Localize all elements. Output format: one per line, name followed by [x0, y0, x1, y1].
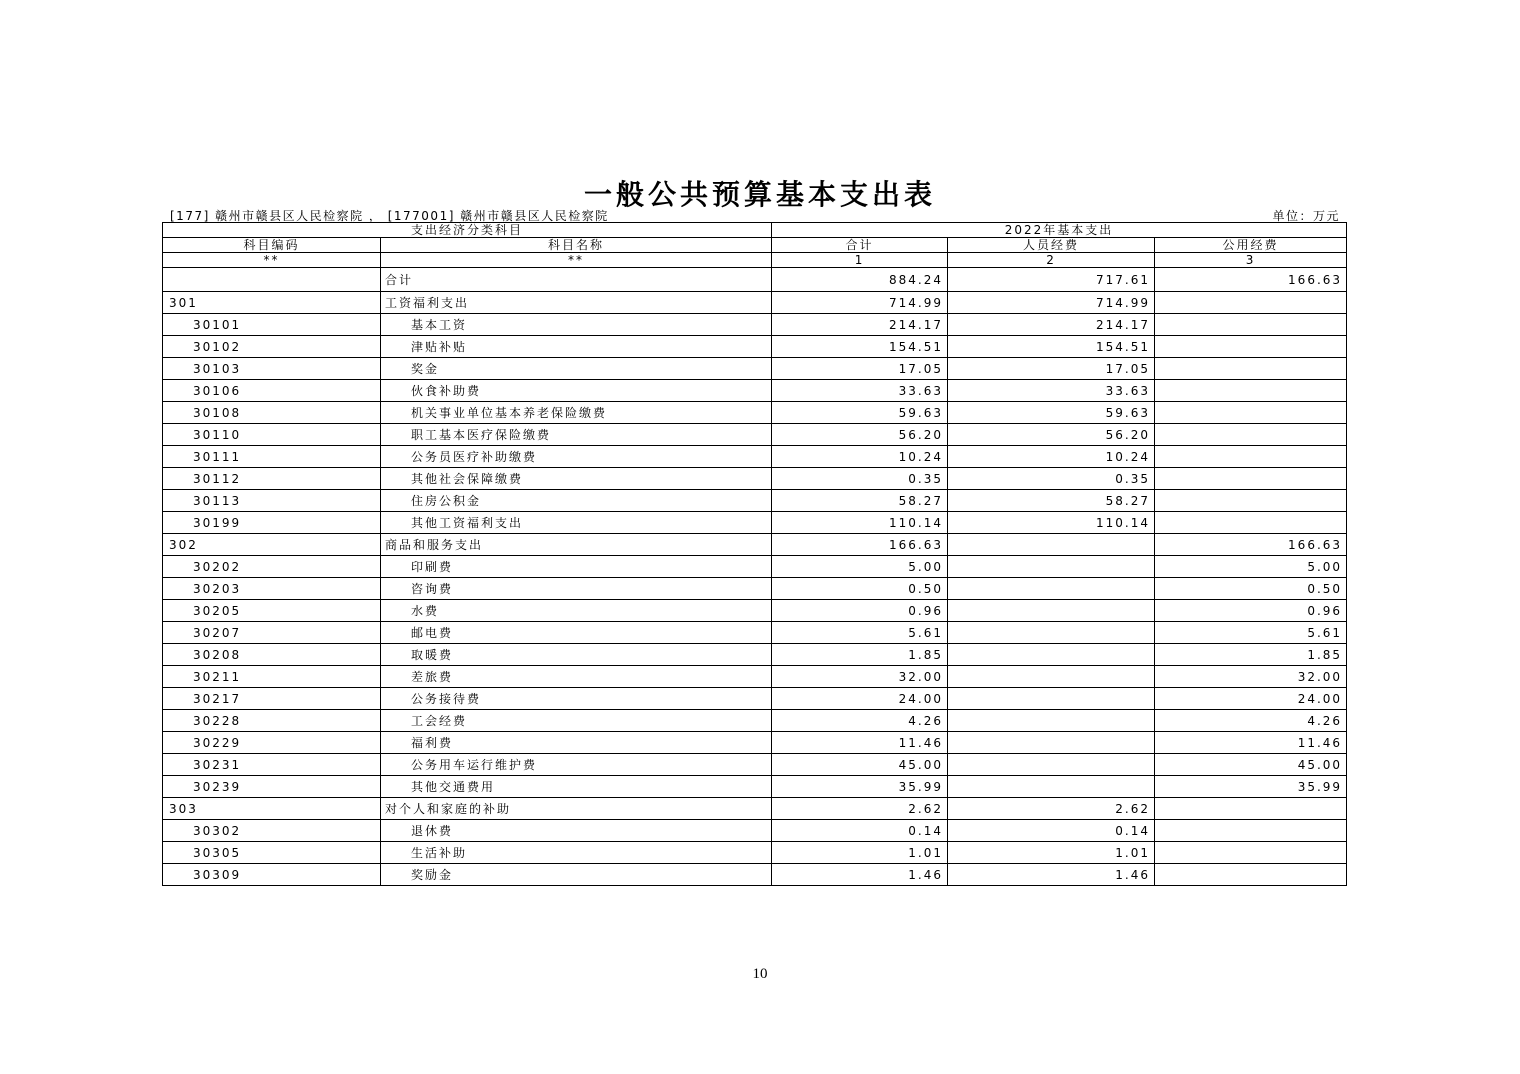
row-name: 福利费 — [381, 732, 772, 754]
row-public — [1155, 292, 1347, 314]
row-total: 24.00 — [772, 688, 948, 710]
row-public: 32.00 — [1155, 666, 1347, 688]
row-code: 30239 — [163, 776, 381, 798]
row-code: 30202 — [163, 556, 381, 578]
row-name: 工会经费 — [381, 710, 772, 732]
budget-table — [162, 222, 1347, 886]
row-total: 11.46 — [772, 732, 948, 754]
row-public: 24.00 — [1155, 688, 1347, 710]
row-total: 2.62 — [772, 798, 948, 820]
row-personnel: 714.99 — [948, 292, 1155, 314]
row-code: 30207 — [163, 622, 381, 644]
row-total: 59.63 — [772, 402, 948, 424]
header-name: 科目名称 — [381, 238, 772, 253]
row-public: 166.63 — [1155, 534, 1347, 556]
index-personnel: 2 — [948, 253, 1155, 268]
row-total: 1.46 — [772, 864, 948, 886]
row-code: 30302 — [163, 820, 381, 842]
header-group-right: 2022年基本支出 — [772, 223, 1347, 238]
row-code: 30102 — [163, 336, 381, 358]
row-public — [1155, 842, 1347, 864]
row-personnel — [948, 556, 1155, 578]
table-row — [163, 380, 1347, 402]
row-personnel: 58.27 — [948, 490, 1155, 512]
row-total: 0.14 — [772, 820, 948, 842]
row-total: 0.50 — [772, 578, 948, 600]
table-row — [163, 710, 1347, 732]
row-total: 32.00 — [772, 666, 948, 688]
row-code: 30217 — [163, 688, 381, 710]
row-name: 机关事业单位基本养老保险缴费 — [381, 402, 772, 424]
row-code: 30229 — [163, 732, 381, 754]
row-code: 30231 — [163, 754, 381, 776]
row-name: 住房公积金 — [381, 490, 772, 512]
row-code: 30208 — [163, 644, 381, 666]
row-personnel: 0.14 — [948, 820, 1155, 842]
row-code: 30111 — [163, 446, 381, 468]
row-name: 公务用车运行维护费 — [381, 754, 772, 776]
row-public — [1155, 864, 1347, 886]
row-name: 生活补助 — [381, 842, 772, 864]
row-name: 基本工资 — [381, 314, 772, 336]
row-personnel: 110.14 — [948, 512, 1155, 534]
row-code: 303 — [163, 798, 381, 820]
row-code: 30309 — [163, 864, 381, 886]
table-row — [163, 600, 1347, 622]
row-name: 水费 — [381, 600, 772, 622]
row-code: 30108 — [163, 402, 381, 424]
total-row — [163, 268, 1347, 292]
row-code: 30199 — [163, 512, 381, 534]
row-personnel: 17.05 — [948, 358, 1155, 380]
row-name: 伙食补助费 — [381, 380, 772, 402]
row-public: 35.99 — [1155, 776, 1347, 798]
row-total: 0.96 — [772, 600, 948, 622]
row-personnel — [948, 776, 1155, 798]
row-total: 214.17 — [772, 314, 948, 336]
row-public — [1155, 820, 1347, 842]
header-code: 科目编码 — [163, 238, 381, 253]
page-number: 10 — [752, 966, 768, 982]
table-row — [163, 446, 1347, 468]
table-row — [163, 556, 1347, 578]
row-total: 5.61 — [772, 622, 948, 644]
row-name: 印刷费 — [381, 556, 772, 578]
row-public: 5.61 — [1155, 622, 1347, 644]
table-row — [163, 688, 1347, 710]
row-personnel — [948, 644, 1155, 666]
row-public — [1155, 358, 1347, 380]
row-name: 对个人和家庭的补助 — [381, 798, 772, 820]
table-row — [163, 534, 1347, 556]
row-personnel — [948, 688, 1155, 710]
row-total: 35.99 — [772, 776, 948, 798]
marker-name: ** — [381, 253, 772, 268]
total-name: 合计 — [381, 268, 772, 292]
row-total: 1.01 — [772, 842, 948, 864]
row-name: 差旅费 — [381, 666, 772, 688]
row-total: 110.14 — [772, 512, 948, 534]
table-row — [163, 622, 1347, 644]
row-total: 154.51 — [772, 336, 948, 358]
row-name: 其他交通费用 — [381, 776, 772, 798]
header-group-row — [163, 223, 1347, 238]
row-personnel: 59.63 — [948, 402, 1155, 424]
table-row — [163, 424, 1347, 446]
row-name: 退休费 — [381, 820, 772, 842]
table-row — [163, 314, 1347, 336]
table-row — [163, 666, 1347, 688]
row-name: 工资福利支出 — [381, 292, 772, 314]
row-public: 11.46 — [1155, 732, 1347, 754]
row-personnel: 154.51 — [948, 336, 1155, 358]
row-total: 33.63 — [772, 380, 948, 402]
table-row — [163, 468, 1347, 490]
row-name: 津贴补贴 — [381, 336, 772, 358]
row-personnel — [948, 732, 1155, 754]
row-personnel: 56.20 — [948, 424, 1155, 446]
row-code: 30112 — [163, 468, 381, 490]
row-public — [1155, 798, 1347, 820]
row-personnel: 214.17 — [948, 314, 1155, 336]
unit-label: 单位：万元 — [1272, 209, 1340, 223]
row-public: 5.00 — [1155, 556, 1347, 578]
table-row — [163, 754, 1347, 776]
table-row — [163, 358, 1347, 380]
row-name: 公务员医疗补助缴费 — [381, 446, 772, 468]
row-code: 30305 — [163, 842, 381, 864]
total-total: 884.24 — [772, 268, 948, 292]
row-personnel: 2.62 — [948, 798, 1155, 820]
row-personnel — [948, 622, 1155, 644]
row-code: 301 — [163, 292, 381, 314]
header-index-row — [163, 253, 1347, 268]
row-total: 714.99 — [772, 292, 948, 314]
table-row — [163, 644, 1347, 666]
row-total: 10.24 — [772, 446, 948, 468]
row-public — [1155, 468, 1347, 490]
row-public — [1155, 314, 1347, 336]
row-personnel — [948, 666, 1155, 688]
table-row — [163, 578, 1347, 600]
table-row — [163, 336, 1347, 358]
total-code — [163, 268, 381, 292]
row-total: 0.35 — [772, 468, 948, 490]
row-personnel — [948, 754, 1155, 776]
header-personnel: 人员经费 — [948, 238, 1155, 253]
row-public — [1155, 380, 1347, 402]
row-personnel: 0.35 — [948, 468, 1155, 490]
row-name: 取暖费 — [381, 644, 772, 666]
row-code: 30110 — [163, 424, 381, 446]
row-public: 45.00 — [1155, 754, 1347, 776]
row-name: 公务接待费 — [381, 688, 772, 710]
row-code: 30103 — [163, 358, 381, 380]
row-personnel: 1.46 — [948, 864, 1155, 886]
row-public — [1155, 336, 1347, 358]
header-group-left: 支出经济分类科目 — [163, 223, 772, 238]
row-personnel — [948, 710, 1155, 732]
row-code: 30205 — [163, 600, 381, 622]
table-row — [163, 776, 1347, 798]
row-personnel: 1.01 — [948, 842, 1155, 864]
row-code: 30101 — [163, 314, 381, 336]
total-public: 166.63 — [1155, 268, 1347, 292]
row-code: 30203 — [163, 578, 381, 600]
row-name: 其他社会保障缴费 — [381, 468, 772, 490]
row-public — [1155, 512, 1347, 534]
row-total: 166.63 — [772, 534, 948, 556]
table-row — [163, 820, 1347, 842]
row-personnel — [948, 534, 1155, 556]
table-row — [163, 732, 1347, 754]
row-code: 30106 — [163, 380, 381, 402]
row-personnel: 33.63 — [948, 380, 1155, 402]
row-code: 302 — [163, 534, 381, 556]
table-row — [163, 842, 1347, 864]
row-personnel: 10.24 — [948, 446, 1155, 468]
row-name: 奖励金 — [381, 864, 772, 886]
total-personnel: 717.61 — [948, 268, 1155, 292]
table-row — [163, 864, 1347, 886]
marker-code: ** — [163, 253, 381, 268]
row-public — [1155, 424, 1347, 446]
row-total: 1.85 — [772, 644, 948, 666]
row-name: 职工基本医疗保险缴费 — [381, 424, 772, 446]
index-total: 1 — [772, 253, 948, 268]
row-name: 奖金 — [381, 358, 772, 380]
row-total: 5.00 — [772, 556, 948, 578]
org-label: [177] 赣州市赣县区人民检察院 ， [177001] 赣州市赣县区人民检察院 — [170, 209, 609, 223]
table-row — [163, 402, 1347, 424]
table-row — [163, 798, 1347, 820]
row-public: 1.85 — [1155, 644, 1347, 666]
row-public: 0.50 — [1155, 578, 1347, 600]
row-public — [1155, 402, 1347, 424]
row-total: 4.26 — [772, 710, 948, 732]
header-public: 公用经费 — [1155, 238, 1347, 253]
row-code: 30211 — [163, 666, 381, 688]
row-personnel — [948, 578, 1155, 600]
row-name: 咨询费 — [381, 578, 772, 600]
header-column-row — [163, 238, 1347, 253]
row-total: 58.27 — [772, 490, 948, 512]
row-personnel — [948, 600, 1155, 622]
page-title: 一般公共预算基本支出表 — [583, 178, 936, 211]
row-public — [1155, 490, 1347, 512]
row-name: 其他工资福利支出 — [381, 512, 772, 534]
index-public: 3 — [1155, 253, 1347, 268]
row-total: 17.05 — [772, 358, 948, 380]
row-name: 商品和服务支出 — [381, 534, 772, 556]
row-code: 30113 — [163, 490, 381, 512]
row-name: 邮电费 — [381, 622, 772, 644]
table-row — [163, 512, 1347, 534]
row-public — [1155, 446, 1347, 468]
row-code: 30228 — [163, 710, 381, 732]
row-public: 4.26 — [1155, 710, 1347, 732]
row-public: 0.96 — [1155, 600, 1347, 622]
table-row — [163, 490, 1347, 512]
table-row — [163, 292, 1347, 314]
row-total: 56.20 — [772, 424, 948, 446]
row-total: 45.00 — [772, 754, 948, 776]
header-total: 合计 — [772, 238, 948, 253]
